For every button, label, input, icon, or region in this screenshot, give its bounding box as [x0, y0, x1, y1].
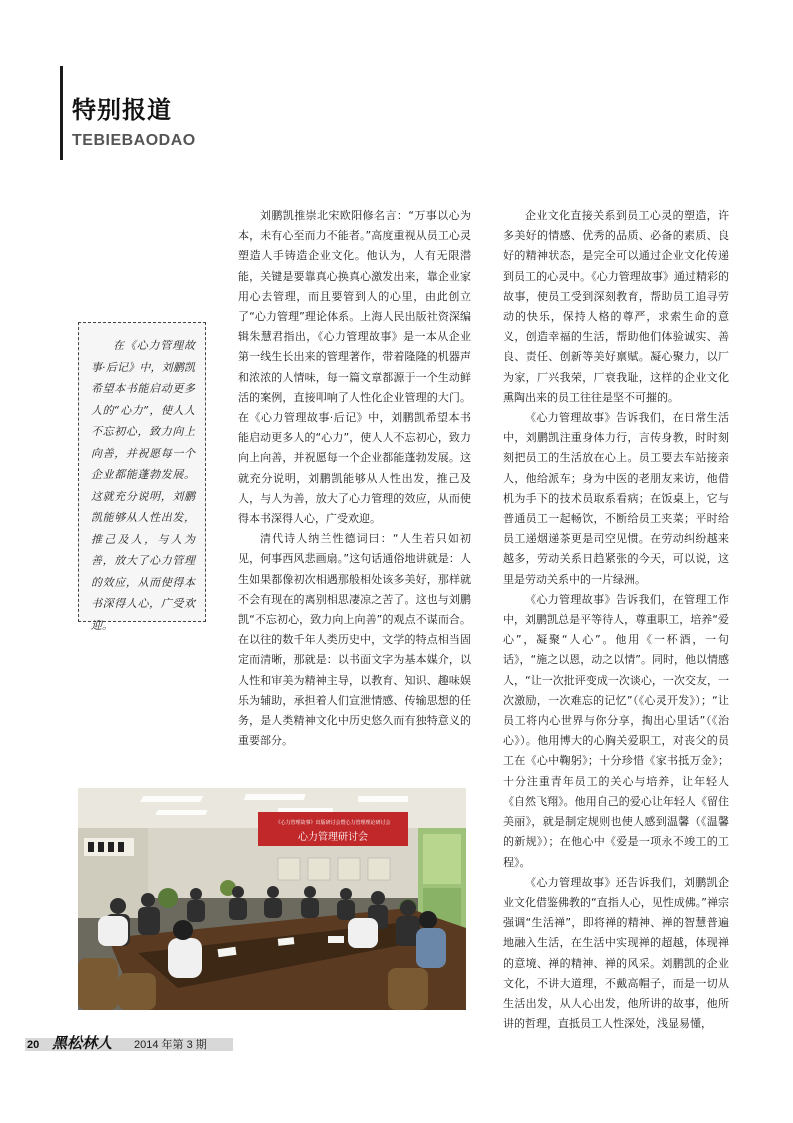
paragraph: 《心力管理故事》告诉我们，在日常生活中，刘鹏凯注重身体力行，言传身教，时时刻刻把员工的生活放在心上。员工要去车站接亲人，他给派车；身为中医的老朋友来访，他借机为手下的技术员取系看病；在饭桌上，它与普通员工一起畅饮，不断给员工夹菜；平时给员工递烟递茶更是司空见惯。在劳动纠纷越来越多，劳动关系日趋紧张的今天，可以说，这里是劳动关系中的一片绿洲。	[503, 411, 729, 586]
page-number: 20	[27, 1039, 40, 1051]
paragraph: 《心力管理故事》还告诉我们，刘鹏凯企业文化借鉴佛教的“直指人心，见性成佛。”禅宗强调“生活禅”，即将禅的精神、禅的智慧普遍地融入生活，在生活中实现禅的超越，体现禅的意境、禅的精神、禅的风采。刘鹏凯的企业文化，不讲大道理，不戴高帽子，而是一切从生活出发，从人心出发，他所讲的故事，他所讲的哲理，直抵员工人性深处，浅显易懂，	[503, 875, 729, 1031]
paragraph: 清代诗人纳兰性德词曰：“人生若只如初见，何事西风悲画扇。”这句话通俗地讲就是：人生如果都像初次相遇那般相处该多美好，那样就不会有现在的离别相思凄凉之苦了。这也与刘鹏凯“不忘初心，致力向上向善”的观点不谋而合。在以往的数千年人类历史中，文学的特点相当固定而清晰，那就是：以书面文字为基本媒介，以人性和审美为精神主导，以教育、知识、趣味娱乐为辅助，承担着人们宣泄情感、传输思想的任务，是人类精神文化中历史悠久而有独特意义的重要部分。	[238, 532, 471, 748]
seminar-photo	[78, 788, 466, 1010]
paragraph: 《心力管理故事》告诉我们，在管理工作中，刘鹏凯总是平等待人，尊重职工，培养“爱心”，凝聚“人心”。他用《一杯酒，一句话》，“施之以恩，动之以情”。同时，他以情感人，“让一次批评变成一次谈心，一次交友，一次激励，一次难忘的记忆”（《心灵开发》）；“让员工将内心世界与你分享，掏出心里话”（《治心》）。他用博大的心胸关爱职工，对丧父的员工在《心中鞠躬》；十分珍惜《家书抵万金》；十分注重青年员工的关心与培养，让年轻人《自然飞翔》。他用自己的爱心让年轻人《留住美丽》，就是制定规则也使人感到温馨（《温馨的新规》）；在他心中《爱是一项永不竣工的工程》。	[503, 592, 729, 869]
magazine-name-logo: 黑松林人	[52, 1034, 113, 1052]
section-title: 特别报道	[72, 96, 172, 124]
issue-label: 2014 年第 3 期	[134, 1039, 207, 1051]
paragraph: 刘鹏凯推崇北宋欧阳修名言：“万事以心为本，未有心至而力不能者。”高度重视从员工心灵塑造人手铸造企业文化。他认为，人有无限潜能，关键是要靠真心换真心激发出来，靠企业家用心去管理，而且要管到人的心里，由此创立了“心力管理”理论体系。上海人民出版社资深编辑朱慧君指出，《心力管理故事》是一本从企业第一线生长出来的管理著作，带着隆隆的机器声和浓浓的人情味，每一篇文章都源于一个生动鲜活的案例，直接叩响了人性化企业管理的大门。在《心力管理故事·后记》中，刘鹏凯希望本书能启动更多人的“心力”，使人人不忘初心，致力向上向善，并祝愿每一个企业都能蓬勃发展。这就充分说明，刘鹏凯能够从人性出发，推己及人，与人为善，放大了心力管理的效应，从而使得本书深得人心，广受欢迎。	[238, 209, 471, 526]
paragraph: 企业文化直接关系到员工心灵的塑造，许多美好的情感、优秀的品质、必备的素质、良好的精神状态，是完全可以通过企业文化传递到员工的心灵中。《心力管理故事》通过精彩的故事，使员工受到深刻教育，帮助员工追寻劳动的快乐，保持人格的尊严，求索生命的意义，创造幸福的生活，帮助他们体验诚实、善良、责任、创新等美好禀赋。凝心聚力，以厂为家，厂兴我荣，厂衰我耻，这样的企业文化熏陶出来的员工往往是坚不可摧的。	[503, 209, 729, 404]
header-accent-bar	[60, 66, 63, 160]
section-subtitle: TEBIEBAODAO	[72, 132, 196, 149]
article-column-2	[503, 206, 729, 1034]
pull-quote-box	[78, 322, 206, 632]
banner-line-2: 心力管理研讨会	[298, 832, 368, 843]
banner-line-1: 《心力管理故事》出版研讨会暨心力管理理论研讨会	[275, 820, 391, 826]
pull-quote-text: 在《心力管理故事·后记》中，刘鹏凯希望本书能启动更多人的“心力”，使人人不忘初心，致力向上向善，并祝愿每一个企业都能蓬勃发展。这就充分说明，刘鹏凯能够从人性出发，推己及人，与人为善，放大了心力管理的效应，从而使得本书深得人心，广受欢迎。	[91, 339, 195, 632]
article-column-1	[238, 206, 471, 751]
